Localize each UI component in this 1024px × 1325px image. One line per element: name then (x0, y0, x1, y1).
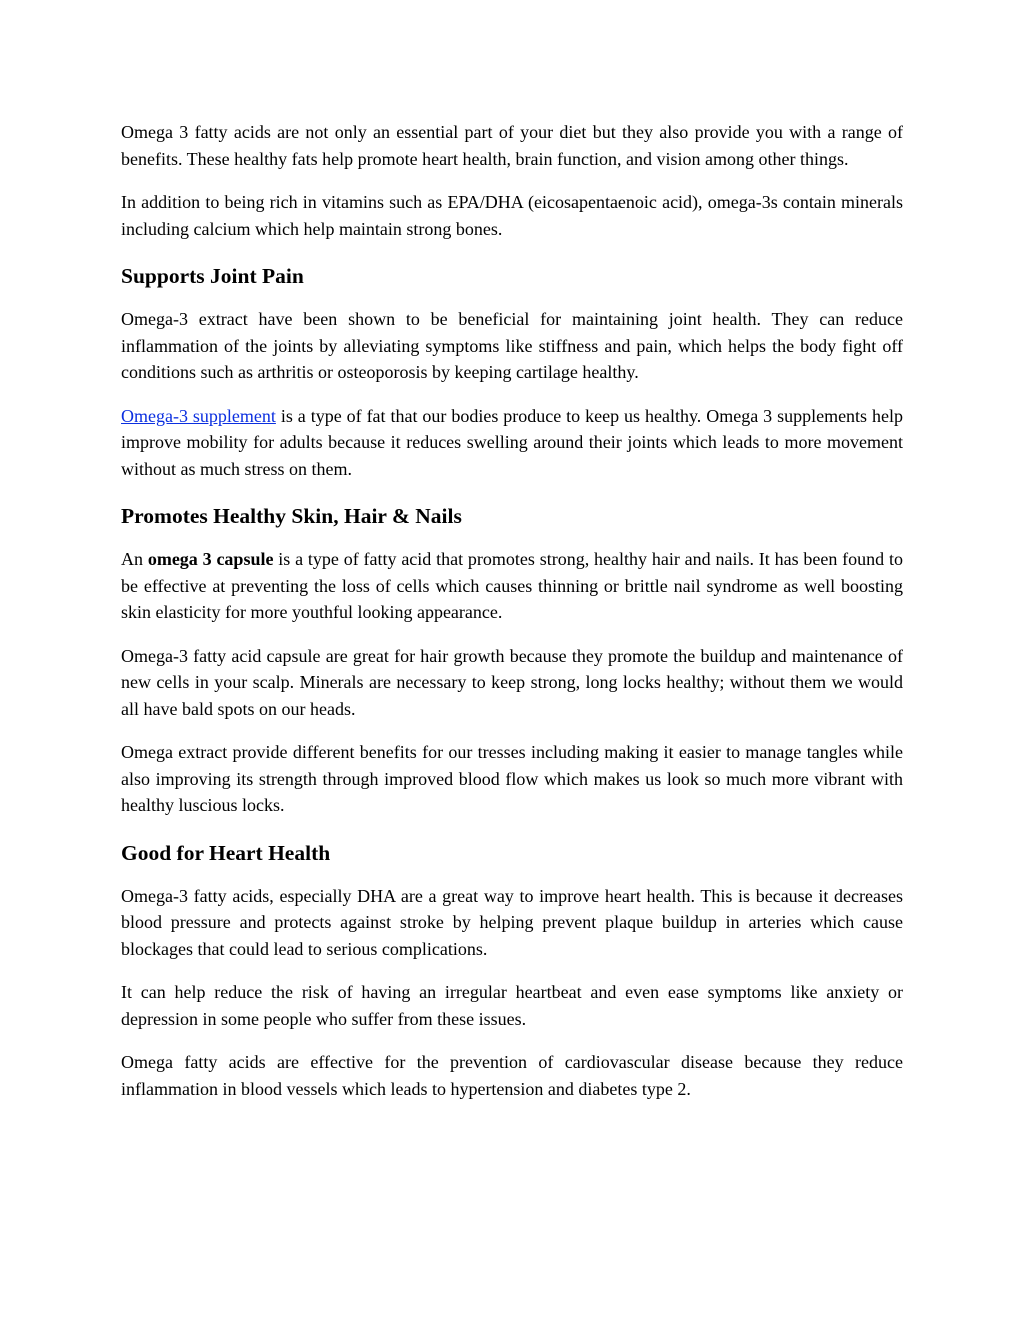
heart-paragraph-2: It can help reduce the risk of having an irregular heartbeat and even ease symptoms like anxiety or depression in some people who suffer from these issues. (121, 982, 903, 1029)
joint-paragraph-1: Omega-3 extract have been shown to be beneficial for maintaining joint health. They can reduce inflammation of the joints by alleviating symptoms like stiffness and pain, which helps the body fight off conditions such as arthritis or osteoporosis by keeping cartilage healthy. (121, 309, 903, 382)
skin-paragraph-2: Omega-3 fatty acid capsule are great for hair growth because they promote the buildup and maintenance of new cells in your scalp. Minerals are necessary to keep strong, long locks healthy; without them we would all have bald spots on our heads. (121, 645, 903, 719)
joint-paragraph-2-text: is a type of fat that our bodies produce to keep us healthy. Omega 3 supplements help improve mobility for adults because it reduces swelling around their joints which leads to more movement without as much stress on them. (121, 405, 903, 479)
heading-heart-health: Good for Heart Health (121, 840, 331, 865)
omega-3-capsule-bold: omega 3 capsule (147, 549, 274, 569)
heading-joint-pain: Supports Joint Pain (121, 264, 304, 288)
skin-paragraph-1-text: is a type of fatty acid that promotes strong, healthy hair and nails. It has been found to be effective at preventing the loss of cells which causes thinning or brittle nail syndrome as well boosting skin elasticity for more youthful looking appearance. (121, 549, 903, 622)
skin-paragraph-3: Omega extract provide different benefits for our tresses including making it easier to manage tangles while also improving its strength through improved blood flow which makes us look so much more vibrant with healthy luscious locks. (121, 742, 903, 815)
skin-paragraph-1 (121, 546, 903, 626)
intro-paragraph-1: Omega 3 fatty acids are not only an essential part of your diet but they also provide you with a range of benefits. These healthy fats help promote heart health, brain function, and vision among other things. (121, 122, 903, 169)
heart-paragraph-3: Omega fatty acids are effective for the prevention of cardiovascular disease because they reduce inflammation in blood vessels which leads to hypertension and diabetes type 2. (121, 1052, 903, 1099)
heading-skin-hair-nails: Promotes Healthy Skin, Hair & Nails (121, 504, 462, 528)
document-page (121, 119, 903, 1119)
heart-paragraph-1: Omega-3 fatty acids, especially DHA are a great way to improve heart health. This is because it decreases blood pressure and protects against stroke by helping prevent plaque buildup in arteries which cause blockages that could lead to serious complications. (121, 885, 903, 959)
skin-paragraph-1-prefix: An (121, 549, 148, 569)
omega-3-supplement-link[interactable]: Omega-3 supplement (121, 405, 276, 426)
joint-paragraph-2 (121, 403, 903, 483)
intro-paragraph-2: In addition to being rich in vitamins such as EPA/DHA (eicosapentaenoic acid), omega-3s contain minerals including calcium which help maintain strong bones. (121, 192, 903, 239)
